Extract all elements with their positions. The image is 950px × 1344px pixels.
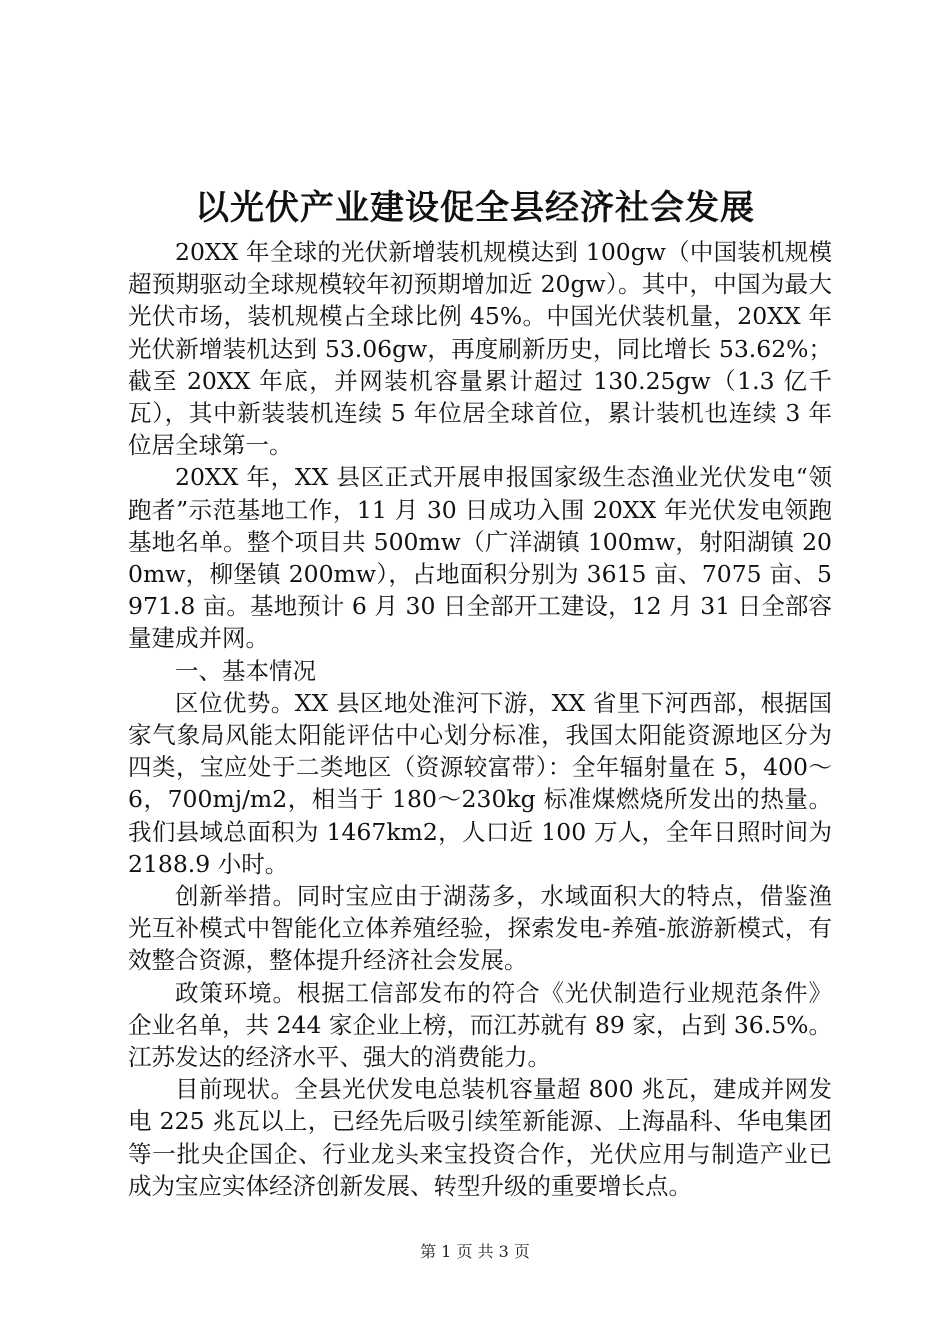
paragraph-location-advantage: 区位优势。XX 县区地处淮河下游，XX 省里下河西部，根据国家气象局风能太阳能评估中心划分标准，我国太阳能资源地区分为四类，宝应处于二类地区（资源较富带）：全年辐射量在 5，400～6，700mj/m2，相当于 180～230kg 标准煤燃烧所发出的热量。我们县域总面积为 1467km2，人口近 100 万人，全年日照时间为 2188.9 小时。 (128, 688, 832, 878)
paragraph-frontrunner-base: 20XX 年，XX 县区正式开展申报国家级生态渔业光伏发电“领跑者”示范基地工作，11 月 30 日成功入围 20XX 年光伏发电领跑基地名单。整个项目共 500mw（广洋湖镇 100mw，射阳湖镇 200mw，柳堡镇 200mw），占地面积分别为 3615 亩、7075 亩、5971.8 亩。基地预计 6 月 30 日全部开工建设，12 月 31 日全部容量建成并网。 (128, 463, 832, 653)
paragraph-policy-environment: 政策环境。根据工信部发布的符合《光伏制造行业规范条件》企业名单，共 244 家企业上榜，而江苏就有 89 家，占到 36.5%。江苏发达的经济水平、强大的消费能力。 (128, 978, 832, 1072)
paragraph-innovation-measures: 创新举措。同时宝应由于湖荡多，水域面积大的特点，借鉴渔光互补模式中智能化立体养殖经验，探索发电-养殖-旅游新模式，有效整合资源，整体提升经济社会发展。 (128, 882, 832, 975)
paragraph-pv-market-overview: 20XX 年全球的光伏新增装机规模达到 100gw（中国装机规模超预期驱动全球规模较年初预期增加近 20gw）。其中，中国为最大光伏市场，装机规模占全球比例 45%。中国光伏装机量，20XX 年光伏新增装机达到 53.06gw，再度刷新历史，同比增长 53.62%；截至 20XX 年底，并网装机容量累计超过 130.25gw（1.3 亿千瓦），其中新装装机连续 5 年位居全球首位，累计装机也连续 3 年位居全球第一。 (128, 238, 832, 460)
document-body (128, 236, 832, 1202)
page-number-footer: 第 1 页 共 3 页 (420, 1242, 530, 1261)
paragraph-current-status: 目前现状。全县光伏发电总装机容量超 800 兆瓦，建成并网发电 225 兆瓦以上，已经先后吸引续笙新能源、上海晶科、华电集团等一批央企国企、行业龙头来宝投资合作，光伏应用与制造产业已成为宝应实体经济创新发展、转型升级的重要增长点。 (128, 1075, 832, 1200)
section-heading-basic-situation: 一、基本情况 (175, 656, 316, 685)
page-title: 以光伏产业建设促全县经济社会发展 (195, 188, 755, 228)
